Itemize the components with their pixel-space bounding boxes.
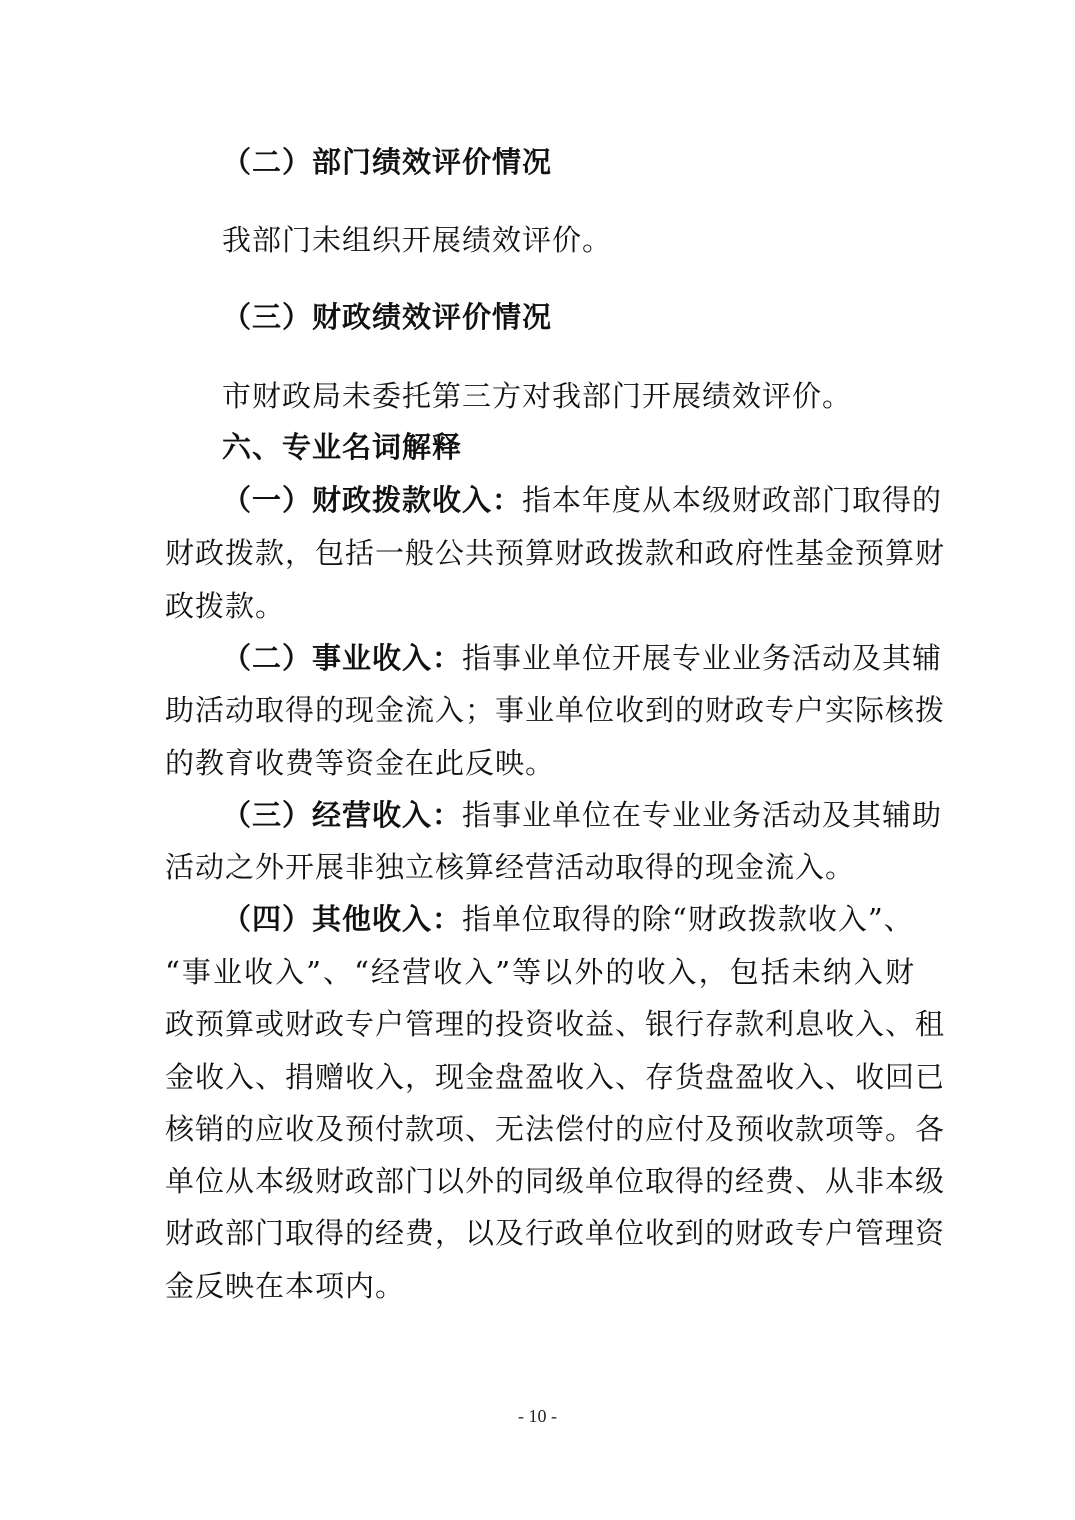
term-item-line: 金收入、捐赠收入，现金盘盈收入、存货盘盈收入、收回已 xyxy=(165,1060,946,1094)
paragraph-fin-eval: 市财政局未委托第三方对我部门开展绩效评价。 xyxy=(222,379,853,413)
term-label: （一）财政拨款收入： xyxy=(222,483,523,517)
term-item-line xyxy=(222,795,943,835)
term-item-line: 单位从本级财政部门以外的同级单位取得的经费、从非本级 xyxy=(165,1164,946,1198)
term-label: （二）事业收入： xyxy=(222,641,463,675)
term-item-line: 活动之外开展非独立核算经营活动取得的现金流入。 xyxy=(165,850,856,884)
term-item-line: 财政部门取得的经费，以及行政单位收到的财政专户管理资 xyxy=(165,1216,946,1250)
section-heading-dept-eval: （二）部门绩效评价情况 xyxy=(222,145,553,179)
term-item-line: “事业收入”、“经营收入”等以外的收入，包括未纳入财 xyxy=(165,955,915,989)
term-item-line: 财政拨款，包括一般公共预算财政拨款和政府性基金预算财 xyxy=(165,536,946,570)
term-label: （三）经营收入： xyxy=(222,798,463,832)
section-heading-terms: 六、专业名词解释 xyxy=(222,430,463,464)
term-item-line xyxy=(222,480,943,520)
term-item-line: 政预算或财政专户管理的投资收益、银行存款利息收入、租 xyxy=(165,1007,946,1041)
section-heading-fin-eval: （三）财政绩效评价情况 xyxy=(222,300,553,334)
term-label: （四）其他收入： xyxy=(222,902,463,936)
term-item-line xyxy=(222,899,912,939)
term-text: 指事业单位在专业业务活动及其辅助 xyxy=(462,798,943,832)
term-item-line: 的教育收费等资金在此反映。 xyxy=(165,746,556,780)
term-text: 指单位取得的除“财政拨款收入”、 xyxy=(462,902,914,936)
paragraph-dept-eval: 我部门未组织开展绩效评价。 xyxy=(222,223,613,257)
page-number: - 10 - xyxy=(518,1406,557,1426)
term-text: 指事业单位开展专业业务活动及其辅 xyxy=(462,641,943,675)
term-item-line: 金反映在本项内。 xyxy=(165,1269,406,1303)
term-text: 指本年度从本级财政部门取得的 xyxy=(522,483,943,517)
term-item-line xyxy=(222,638,943,678)
term-item-line: 助活动取得的现金流入；事业单位收到的财政专户实际核拨 xyxy=(165,693,946,727)
term-item-line: 核销的应收及预付款项、无法偿付的应付及预收款项等。各 xyxy=(165,1112,946,1146)
term-item-line: 政拨款。 xyxy=(165,589,286,623)
